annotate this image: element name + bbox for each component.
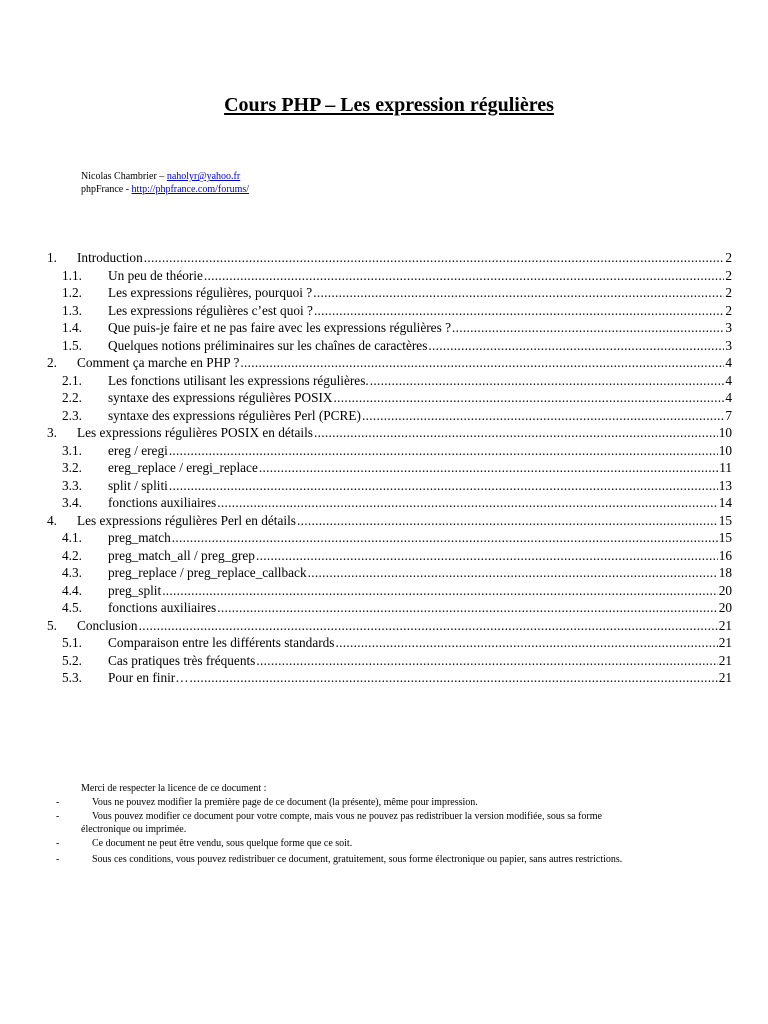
toc-dot-leader [370, 372, 725, 390]
toc-dot-leader [335, 634, 717, 652]
toc-entry[interactable] [47, 302, 732, 320]
toc-dot-leader [169, 442, 718, 460]
toc-dot-leader [169, 477, 718, 495]
toc-entry-label: Pour en finir… [108, 670, 189, 685]
author-name: Nicolas Chambrier – [81, 171, 167, 182]
toc-entry[interactable] [47, 459, 732, 477]
toc-entry[interactable] [47, 599, 732, 617]
toc-entry-number: 5.2. [62, 652, 82, 668]
toc-entry-label: preg_match [108, 530, 171, 545]
toc-entry[interactable] [47, 529, 732, 547]
toc-entry-label: Les fonctions utilisant les expressions régulières. [108, 372, 369, 388]
toc-dot-leader [314, 302, 724, 320]
toc-entry[interactable] [47, 442, 732, 460]
license-item [56, 796, 736, 810]
toc-entry-page: 20 [718, 582, 732, 598]
toc-entry-label: Un peu de théorie [108, 267, 203, 283]
toc-entry-label: syntaxe des expressions régulières Perl (PCRE) [108, 407, 361, 423]
toc-entry-number: 1.5. [62, 337, 82, 353]
toc-entry[interactable] [47, 354, 732, 372]
author-line [81, 170, 249, 183]
document-title: Cours PHP – Les expression régulières [224, 94, 554, 116]
toc-entry[interactable] [47, 512, 732, 530]
toc-entry-label: ereg / eregi [108, 442, 168, 458]
toc-entry-page: 4 [725, 390, 732, 405]
toc-dot-leader [204, 267, 724, 285]
toc-entry-number: 4.4. [62, 582, 82, 598]
toc-entry-label: Les expressions régulières, pourquoi ? [108, 285, 313, 300]
license-item-continuation: électronique ou imprimée. [81, 824, 187, 836]
toc-dot-leader [256, 652, 717, 670]
toc-entry[interactable] [47, 564, 732, 582]
toc-dot-leader [256, 547, 718, 565]
toc-entry-label: fonctions auxiliaires [108, 495, 217, 510]
toc-entry-label: ereg_replace / eregi_replace [108, 460, 258, 475]
toc-entry[interactable] [47, 424, 732, 442]
toc-entry-page: 16 [718, 547, 732, 563]
toc-entry-page: 3 [725, 337, 732, 353]
toc-dot-leader [172, 529, 718, 547]
toc-entry[interactable] [47, 389, 732, 407]
toc-dot-leader [217, 599, 718, 617]
toc-entry-page: 10 [718, 425, 732, 440]
toc-entry-page: 2 [725, 267, 732, 283]
toc-entry-label: preg_replace / preg_replace_callback [108, 565, 307, 580]
table-of-contents [47, 249, 732, 687]
toc-entry[interactable] [47, 652, 732, 670]
toc-entry-number: 4.1. [62, 530, 82, 545]
toc-entry[interactable] [47, 617, 732, 635]
toc-entry-number: 5.1. [62, 635, 82, 650]
license-bullet: - [56, 838, 60, 850]
toc-dot-leader [144, 249, 725, 267]
toc-entry[interactable] [47, 337, 732, 355]
toc-entry-number: 1.2. [62, 285, 82, 300]
author-email-link[interactable]: naholyr@yahoo.fr [166, 171, 241, 182]
toc-dot-leader [162, 582, 718, 600]
license-intro: Merci de respecter la licence de ce document : [81, 783, 267, 794]
toc-entry-number: 4.3. [62, 565, 82, 580]
toc-entry-label: Les expressions régulières Perl en détails [77, 512, 296, 528]
toc-entry-page: 21 [718, 635, 732, 650]
toc-entry-number: 1. [47, 250, 57, 265]
toc-entry[interactable] [47, 407, 732, 425]
license-item-text: Vous ne pouvez modifier la première page de ce document (la présente), même pour impression. [92, 796, 478, 808]
toc-entry-number: 2. [47, 355, 57, 370]
toc-entry-page: 2 [725, 250, 732, 265]
toc-entry-page: 21 [718, 670, 732, 685]
toc-entry[interactable] [47, 582, 732, 600]
toc-entry-label: preg_split [108, 582, 162, 598]
toc-entry-number: 3.1. [62, 442, 82, 458]
toc-entry-page: 18 [718, 565, 732, 580]
toc-entry-label: Les expressions régulières c’est quoi ? [108, 302, 313, 318]
toc-entry-page: 15 [718, 512, 732, 528]
toc-dot-leader [428, 337, 724, 355]
site-name: phpFrance - [81, 184, 132, 195]
toc-dot-leader [313, 284, 724, 302]
toc-entry[interactable] [47, 669, 732, 687]
site-line [81, 183, 249, 196]
license-item [56, 837, 736, 851]
toc-entry-label: Comparaison entre les différents standards [108, 635, 335, 650]
toc-entry[interactable] [47, 372, 732, 390]
toc-entry-number: 1.1. [62, 267, 82, 283]
toc-entry-label: preg_match_all / preg_grep [108, 547, 255, 563]
license-bullet: - [56, 853, 60, 865]
toc-entry[interactable] [47, 284, 732, 302]
toc-entry-page: 2 [725, 285, 732, 300]
license-bullet: - [56, 810, 60, 822]
toc-dot-leader [308, 564, 718, 582]
toc-entry-label: Comment ça marche en PHP ? [77, 355, 240, 370]
toc-entry-number: 3.4. [62, 495, 82, 510]
toc-entry[interactable] [47, 634, 732, 652]
license-notice [56, 782, 736, 867]
toc-entry[interactable] [47, 319, 732, 337]
toc-entry-page: 3 [725, 320, 732, 335]
toc-dot-leader [334, 389, 725, 407]
toc-entry-page: 21 [718, 652, 732, 668]
toc-entry-number: 4. [47, 512, 57, 528]
toc-dot-leader [217, 494, 718, 512]
toc-entry-number: 1.3. [62, 302, 82, 318]
toc-dot-leader [297, 512, 718, 530]
toc-entry-page: 13 [718, 477, 732, 493]
toc-entry-number: 2.3. [62, 407, 82, 423]
toc-entry-page: 2 [725, 302, 732, 318]
toc-entry-label: split / spliti [108, 477, 168, 493]
toc-dot-leader [452, 319, 724, 337]
author-block [81, 170, 249, 196]
toc-entry-number: 4.2. [62, 547, 82, 563]
toc-entry-number: 3.3. [62, 477, 82, 493]
toc-entry-label: Les expressions régulières POSIX en détails [77, 425, 313, 440]
toc-entry-number: 2.2. [62, 390, 82, 405]
toc-dot-leader [259, 459, 718, 477]
toc-entry-number: 3. [47, 425, 57, 440]
toc-entry-label: Quelques notions préliminaires sur les chaînes de caractères [108, 337, 428, 353]
toc-entry-number: 3.2. [62, 460, 82, 475]
license-item [56, 853, 736, 867]
toc-dot-leader [139, 617, 718, 635]
toc-entry-number: 5. [47, 617, 57, 633]
toc-entry-number: 5.3. [62, 670, 82, 685]
toc-entry-label: syntaxe des expressions régulières POSIX [108, 390, 333, 405]
toc-dot-leader [190, 669, 718, 687]
toc-entry-label: Introduction [77, 250, 143, 265]
toc-entry-page: 15 [718, 530, 732, 545]
toc-entry-number: 4.5. [62, 600, 82, 615]
site-url-link[interactable]: http://phpfrance.com/forums/ [131, 184, 250, 195]
toc-entry-page: 11 [719, 460, 732, 475]
toc-entry-label: Que puis-je faire et ne pas faire avec les expressions régulières ? [108, 320, 451, 335]
license-bullet: - [56, 796, 60, 808]
toc-entry-label: Cas pratiques très fréquents [108, 652, 256, 668]
toc-dot-leader [362, 407, 724, 425]
toc-entry-number: 1.4. [62, 320, 82, 335]
toc-entry-page: 20 [718, 600, 732, 615]
license-item-text: Vous pouvez modifier ce document pour votre compte, mais vous ne pouvez pas redistribuer la version modifiée, sous sa forme [92, 810, 602, 822]
toc-dot-leader [314, 424, 718, 442]
toc-dot-leader [240, 354, 724, 372]
toc-entry[interactable] [47, 267, 732, 285]
toc-entry-page: 7 [725, 407, 732, 423]
toc-entry-page: 14 [718, 495, 732, 510]
toc-entry-page: 21 [718, 617, 732, 633]
license-item-text: Ce document ne peut être vendu, sous quelque forme que ce soit. [92, 838, 353, 850]
toc-entry[interactable] [47, 477, 732, 495]
toc-entry-number: 2.1. [62, 372, 82, 388]
toc-entry[interactable] [47, 547, 732, 565]
toc-entry-page: 10 [718, 442, 732, 458]
toc-entry[interactable] [47, 249, 732, 267]
toc-entry-label: Conclusion [77, 617, 138, 633]
toc-entry-label: fonctions auxiliaires [108, 600, 217, 615]
toc-entry-page: 4 [725, 355, 732, 370]
license-item-text: Sous ces conditions, vous pouvez redistribuer ce document, gratuitement, sous forme électronique ou papier, sans autres restrictions. [92, 853, 623, 865]
toc-entry-page: 4 [725, 372, 732, 388]
toc-entry[interactable] [47, 494, 732, 512]
license-item [56, 810, 736, 838]
